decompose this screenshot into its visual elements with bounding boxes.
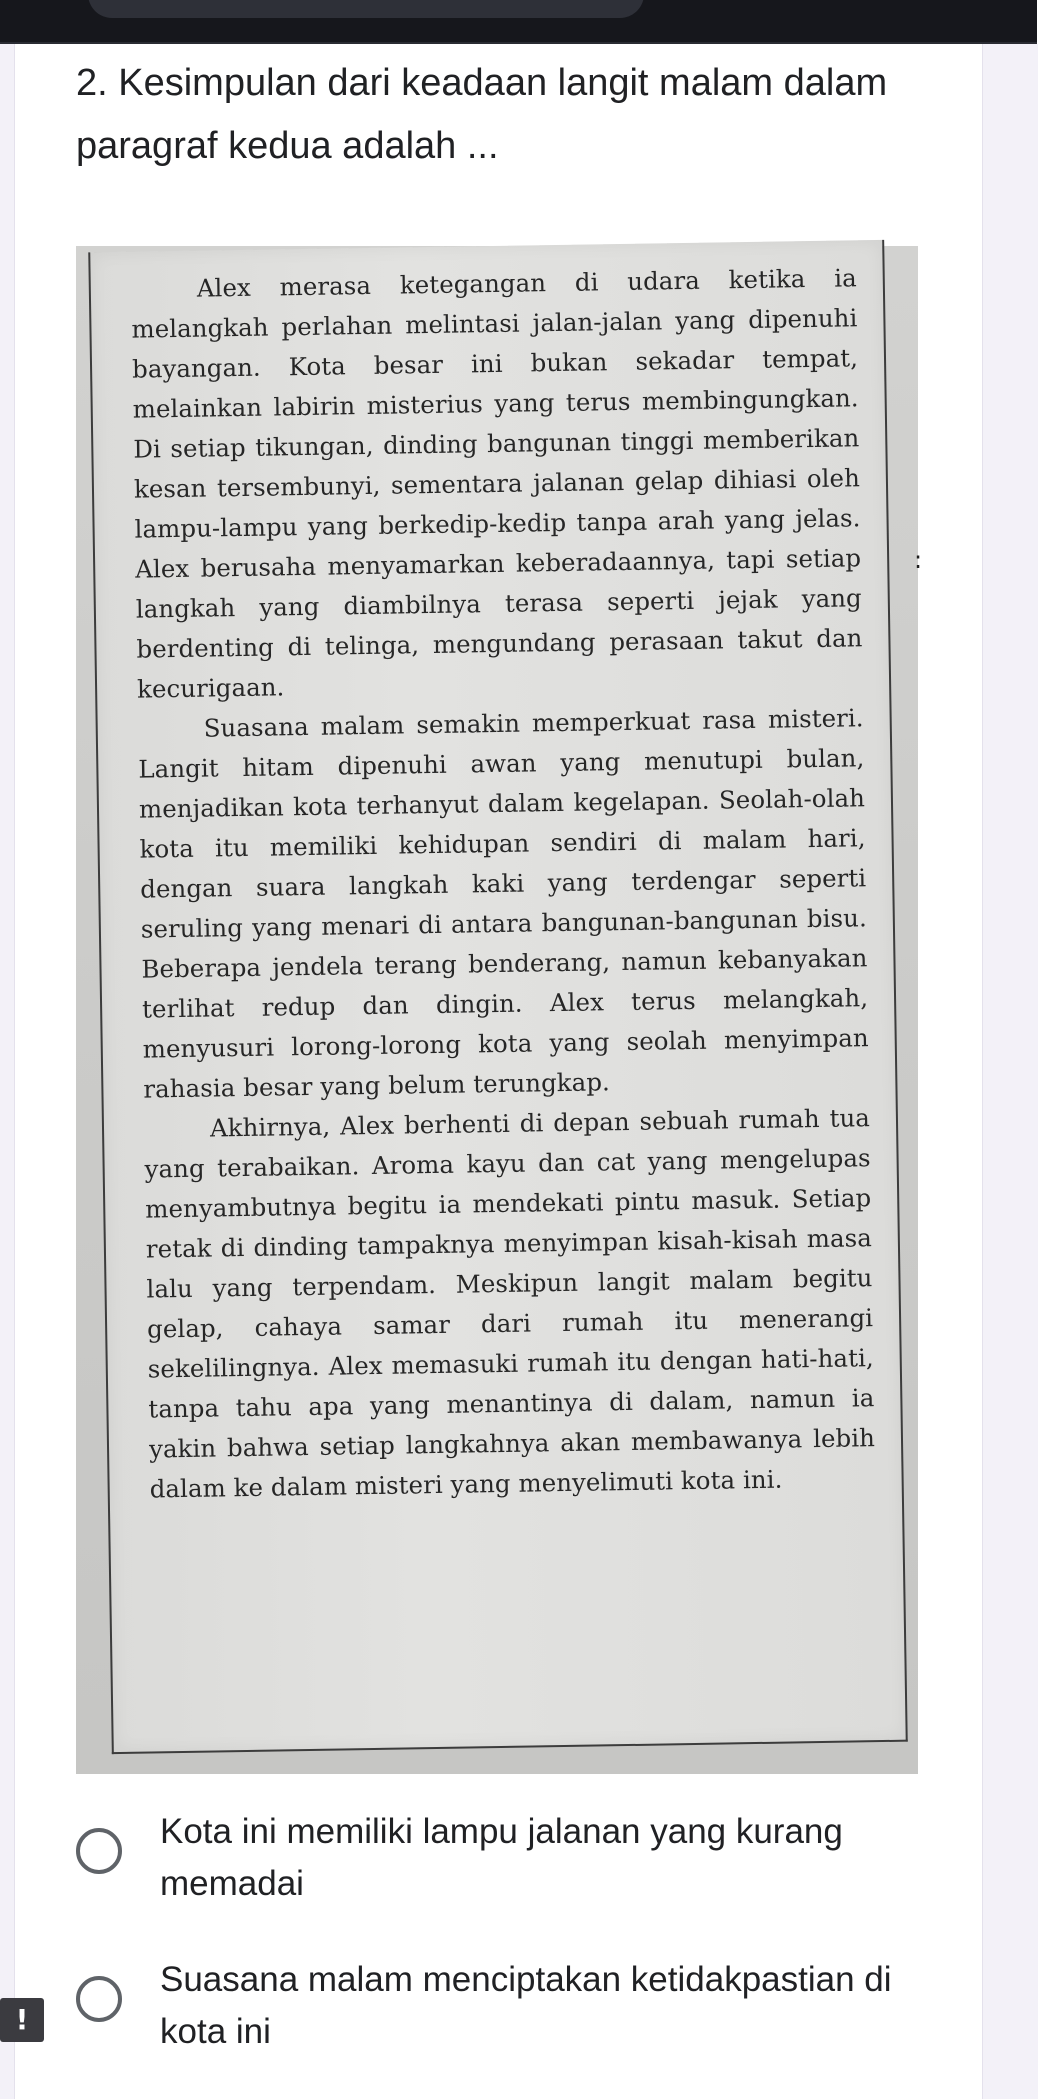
passage-text: [131, 258, 876, 1509]
answer-option-label: Kota ini memiliki lampu jalanan yang kurang memadai: [160, 1812, 843, 1903]
passage-image: [76, 246, 923, 1774]
passage-paragraph-3: Akhirnya, Alex berhenti di depan sebuah rumah tua yang terabaikan. Aroma kayu dan cat yang mengelupas menyambutnya begitu ia mendekati pintu masuk. Setiap retak di dinding tampaknya menyimpan kisah-kisah masa lalu yang terpendam. Meskipun langit malam begitu gelap, cahaya samar dari rumah itu menerangi sekelilingnya. Alex memasuki rumah itu dengan hati-hati, tanpa tahu apa yang menantinya di dalam, namun ia yakin bahwa setiap langkahnya akan membawanya lebih dalam ke dalam misteri yang menyelimuti kota ini.: [144, 1103, 876, 1504]
page-edge-mark: :: [914, 546, 923, 574]
answer-option-label: Suasana malam menciptakan ketidakpastian di kota ini: [160, 1960, 892, 2051]
alert-icon[interactable]: !: [0, 1998, 44, 2042]
right-margin-strip: [982, 44, 1038, 2099]
book-page: [88, 240, 907, 1754]
question-title: 2. Kesimpulan dari keadaan langit malam dalam paragraf kedua adalah ...: [76, 62, 888, 167]
left-margin-strip: [0, 44, 15, 2099]
radio-button[interactable]: [76, 1976, 122, 2022]
header-pill: [88, 0, 644, 18]
passage-paragraph-2: Suasana malam semakin memperkuat rasa misteri. Langit hitam dipenuhi awan yang menutupi bulan, menjadikan kota terhanyut dalam kegelapan. Seolah-olah kota itu memiliki kehidupan sendiri di malam hari, dengan suara langkah kaki yang terdengar seperti seruling yang menari di antara bangunan-bangunan bisu. Beberapa jendela terang benderang, namun kebanyakan terlihat redup dan dingin. Alex terus melangkah, menyusuri lorong-lorong kota yang seolah menyimpan rahasia besar yang belum terungkap.: [138, 703, 869, 1104]
radio-button[interactable]: [76, 1828, 122, 1874]
passage-paragraph-1: Alex merasa ketegangan di udara ketika ia melangkah perlahan melintasi jalan-jalan yang dipenuhi bayangan. Kota besar ini bukan sekadar tempat, melainkan labirin misterius yang terus membingungkan. Di setiap tikungan, dinding bangunan tinggi memberikan kesan tersembunyi, sementara jalanan gelap dihiasi oleh lampu-lampu yang berkedip-kedip tanpa arah yang jelas. Alex berusaha menyamarkan keberadaannya, tapi setiap langkah yang diambilnya terasa seperti jejak yang berdenting di telinga, mengundang perasaan takut dan kecurigaan.: [131, 263, 863, 704]
top-status-bar: [0, 0, 1037, 44]
